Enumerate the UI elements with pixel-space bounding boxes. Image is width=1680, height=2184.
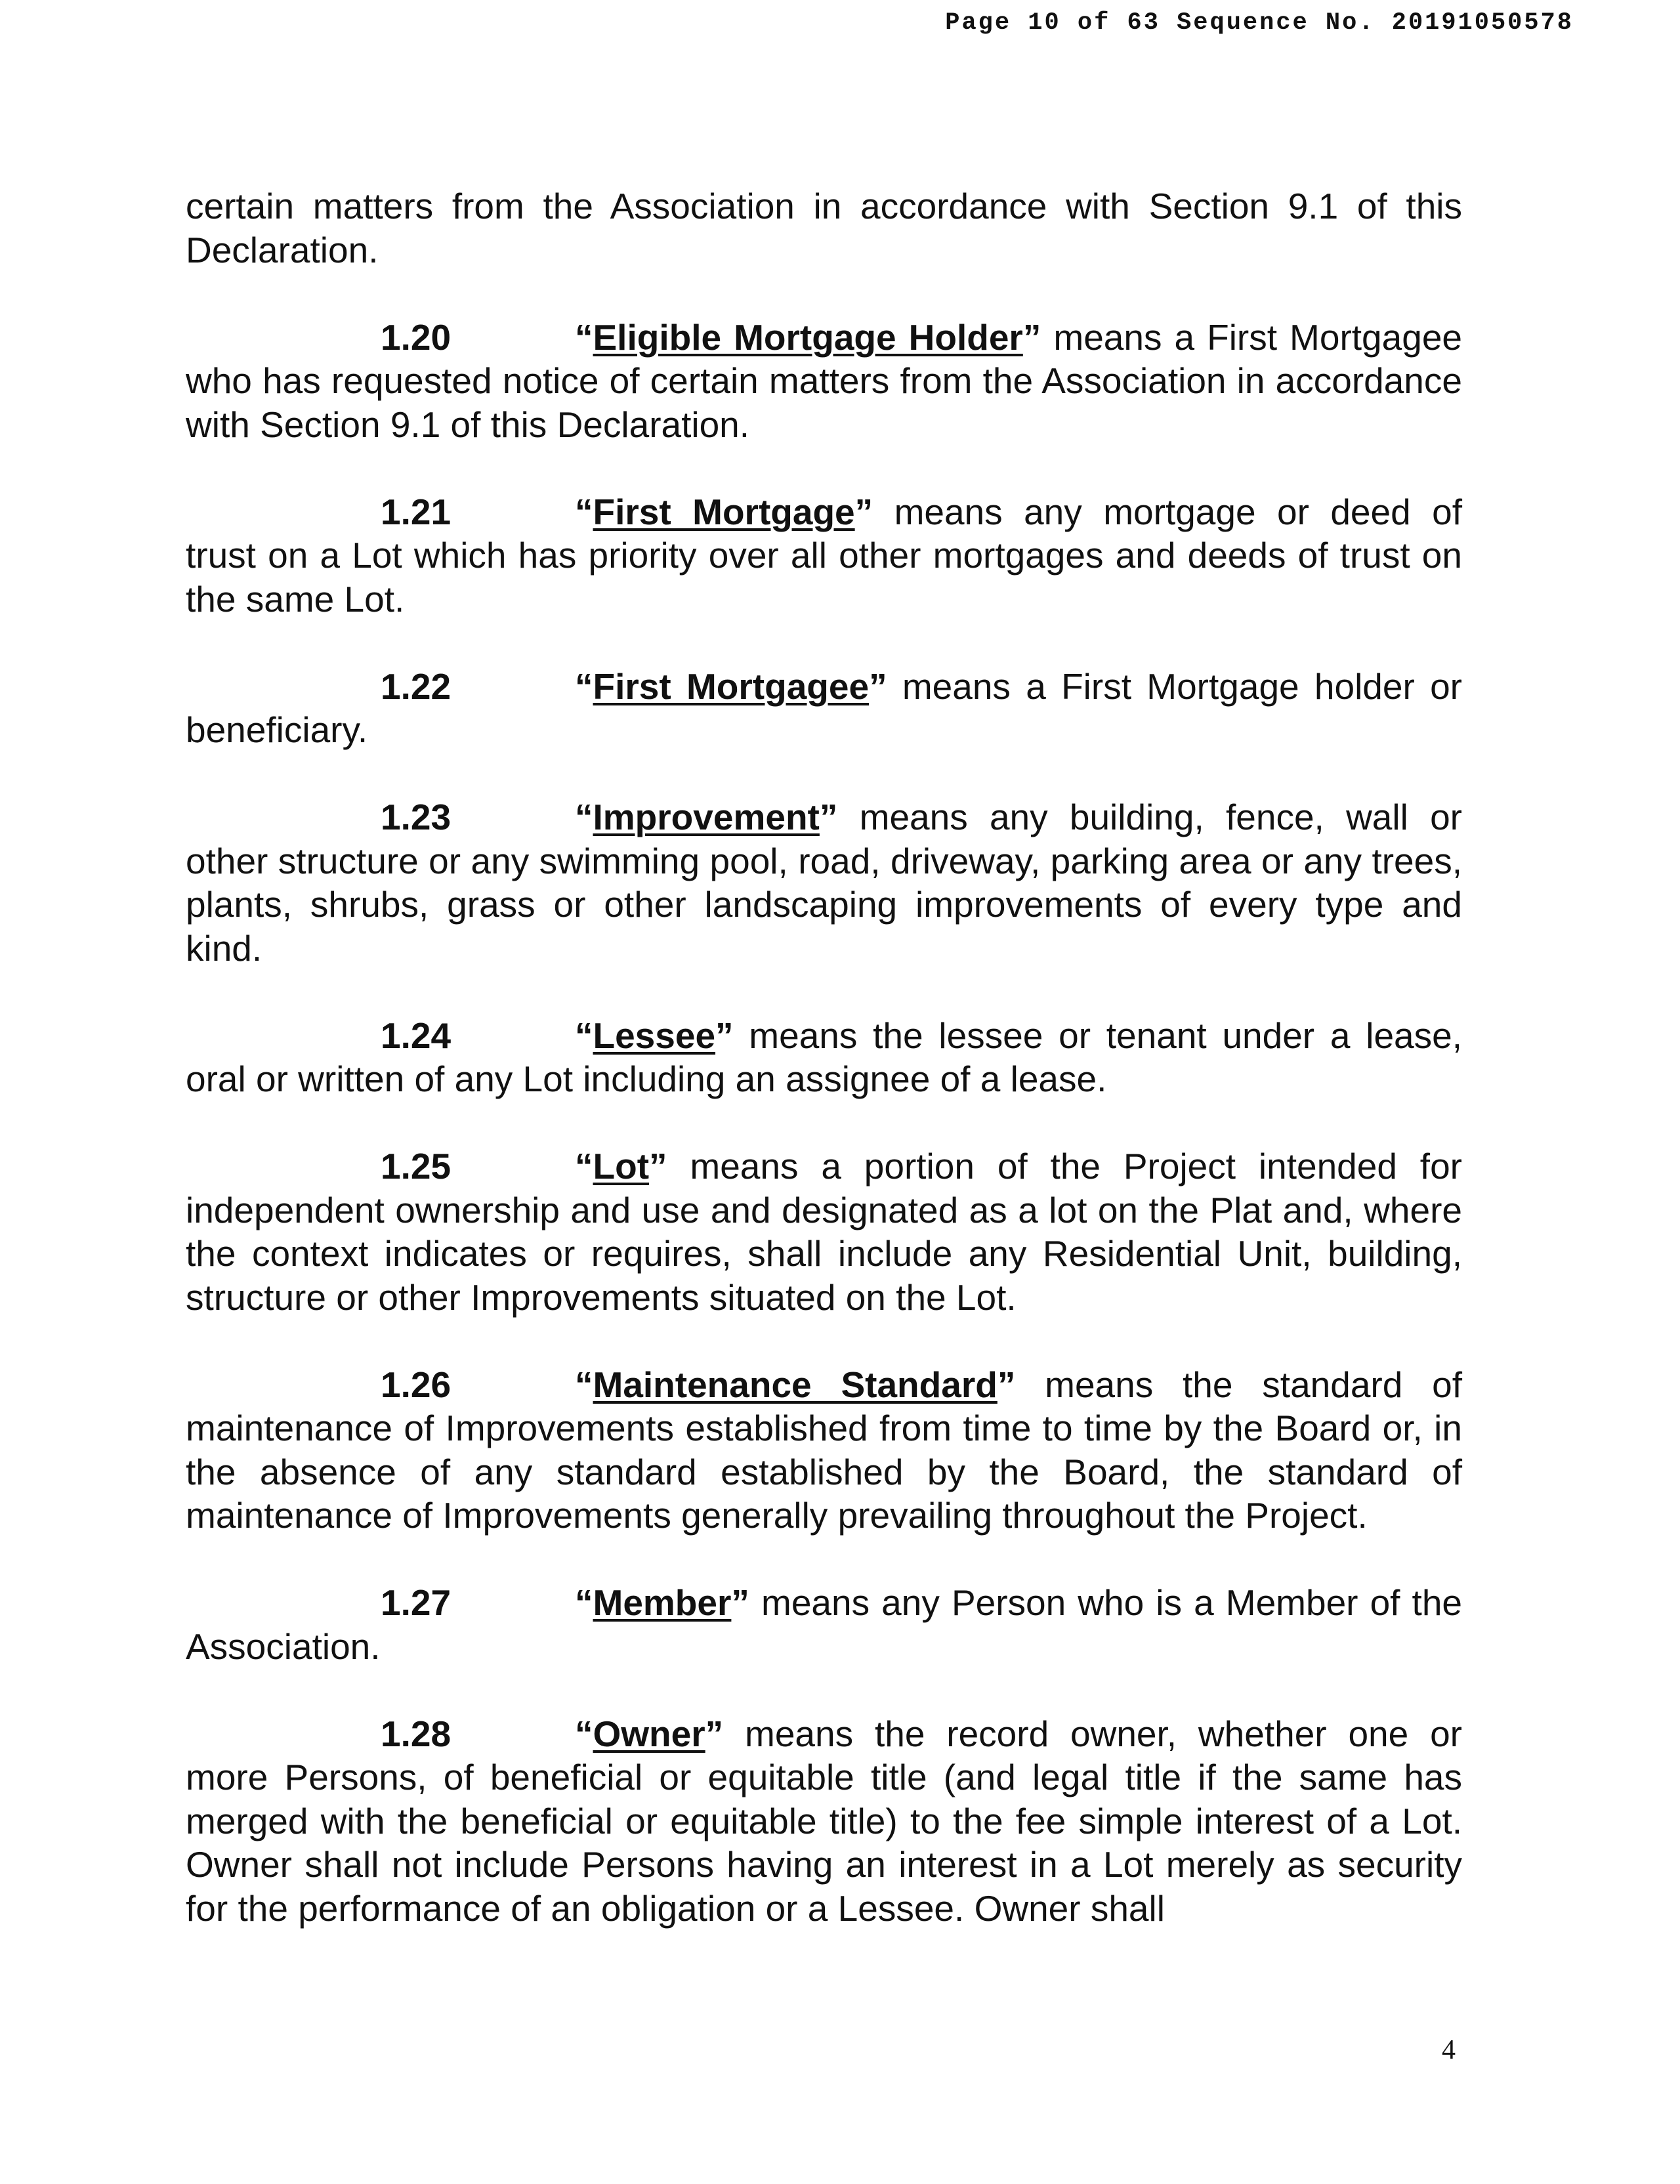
open-quote: “	[575, 491, 593, 532]
definition-text: means a First Mortgage holder or beneficiary.	[186, 665, 1462, 750]
open-quote: “	[575, 665, 593, 707]
intro-paragraph: certain matters from the Association in accordance with Section 9.1 of this Declaration.	[186, 186, 1462, 270]
close-quote: ”	[997, 1364, 1016, 1405]
definition-text: means any building, fence, wall or other structure or any swimming pool, road, driveway, parking area or any trees, plants, shrubs, grass or other landscaping improvements of every type and kind.	[186, 797, 1462, 969]
definition-text: means any Person who is a Member of the Association.	[186, 1582, 1462, 1667]
close-quote: ”	[869, 665, 887, 707]
definition-text: means any mortgage or deed of trust on a Lot which has priority over all other mortgages and deeds of trust on the same Lot.	[186, 491, 1462, 620]
term-text: Lot	[593, 1146, 650, 1186]
term-text: First Mortgagee	[593, 665, 870, 707]
term-text: First Mortgage	[593, 491, 855, 532]
close-quote: ”	[705, 1713, 724, 1754]
definition-text: means the lessee or tenant under a lease, oral or written of any Lot including an assignee of a lease.	[186, 1015, 1462, 1099]
defined-term	[575, 1146, 667, 1186]
document-body	[186, 184, 1462, 1974]
page-number: 4	[1442, 2035, 1456, 2065]
close-quote: ”	[731, 1582, 749, 1623]
section-number: 1.22	[381, 665, 452, 707]
close-quote: ”	[854, 491, 873, 532]
section-number: 1.28	[381, 1713, 452, 1754]
open-quote: “	[575, 1713, 593, 1754]
definition-1-28	[186, 1712, 1462, 1931]
definition-text: means the record owner, whether one or more Persons, of beneficial or equitable title (and legal title if the same has merged with the beneficial or equitable title) to the fee simple interest of a Lot. Owner shall not include Persons having an interest in a Lot merely as security for the performance of an obligation or a Lessee. Owner shall	[186, 1713, 1462, 1929]
section-number: 1.25	[381, 1146, 452, 1186]
section-number: 1.26	[381, 1364, 452, 1405]
definition-1-21	[186, 490, 1462, 621]
open-quote: “	[575, 1015, 593, 1056]
open-quote: “	[575, 797, 593, 837]
definition-1-22	[186, 665, 1462, 752]
definition-1-24	[186, 1014, 1462, 1101]
close-quote: ”	[1022, 316, 1041, 358]
section-number: 1.20	[381, 316, 452, 358]
definition-1-27	[186, 1581, 1462, 1668]
term-text: Maintenance Standard	[593, 1364, 998, 1405]
definition-1-26	[186, 1363, 1462, 1538]
defined-term	[575, 1364, 1015, 1405]
definition-1-23	[186, 795, 1462, 970]
defined-term	[575, 797, 837, 837]
term-text: Improvement	[593, 797, 820, 837]
term-text: Eligible Mortgage Holder	[593, 316, 1023, 358]
section-number: 1.27	[381, 1582, 452, 1623]
close-quote: ”	[715, 1015, 734, 1056]
defined-term	[575, 317, 1041, 358]
definition-text: means the standard of maintenance of Improvements established from time to time by the Board or, in the absence of any standard established by the Board, the standard of maintenance of Improvements generally prevailing throughout the Project.	[186, 1364, 1462, 1536]
open-quote: “	[575, 1364, 593, 1405]
term-text: Owner	[593, 1713, 705, 1754]
term-text: Member	[593, 1582, 732, 1623]
section-number: 1.24	[381, 1015, 452, 1056]
open-quote: “	[575, 316, 593, 358]
defined-term	[575, 1582, 749, 1623]
term-text: Lessee	[593, 1015, 716, 1056]
section-number: 1.21	[381, 491, 452, 532]
definition-1-20	[186, 316, 1462, 447]
definition-text: means a portion of the Project intended for independent ownership and use and designated as a lot on the Plat and, where the context indicates or requires, shall include any Residential Unit, building, structure or other Improvements situated on the Lot.	[186, 1146, 1462, 1318]
defined-term	[575, 1015, 734, 1056]
defined-term	[575, 492, 873, 532]
open-quote: “	[575, 1146, 593, 1186]
close-quote: ”	[649, 1146, 667, 1186]
close-quote: ”	[819, 797, 838, 837]
open-quote: “	[575, 1582, 593, 1623]
defined-term	[575, 1713, 723, 1754]
definition-1-25	[186, 1144, 1462, 1319]
sequence-header: Page 10 of 63 Sequence No. 20191050578	[945, 9, 1574, 37]
section-number: 1.23	[381, 797, 452, 837]
defined-term	[575, 666, 887, 707]
definition-text: means a First Mortgagee who has requested notice of certain matters from the Association in accordance with Section 9.1 of this Declaration.	[186, 316, 1462, 445]
